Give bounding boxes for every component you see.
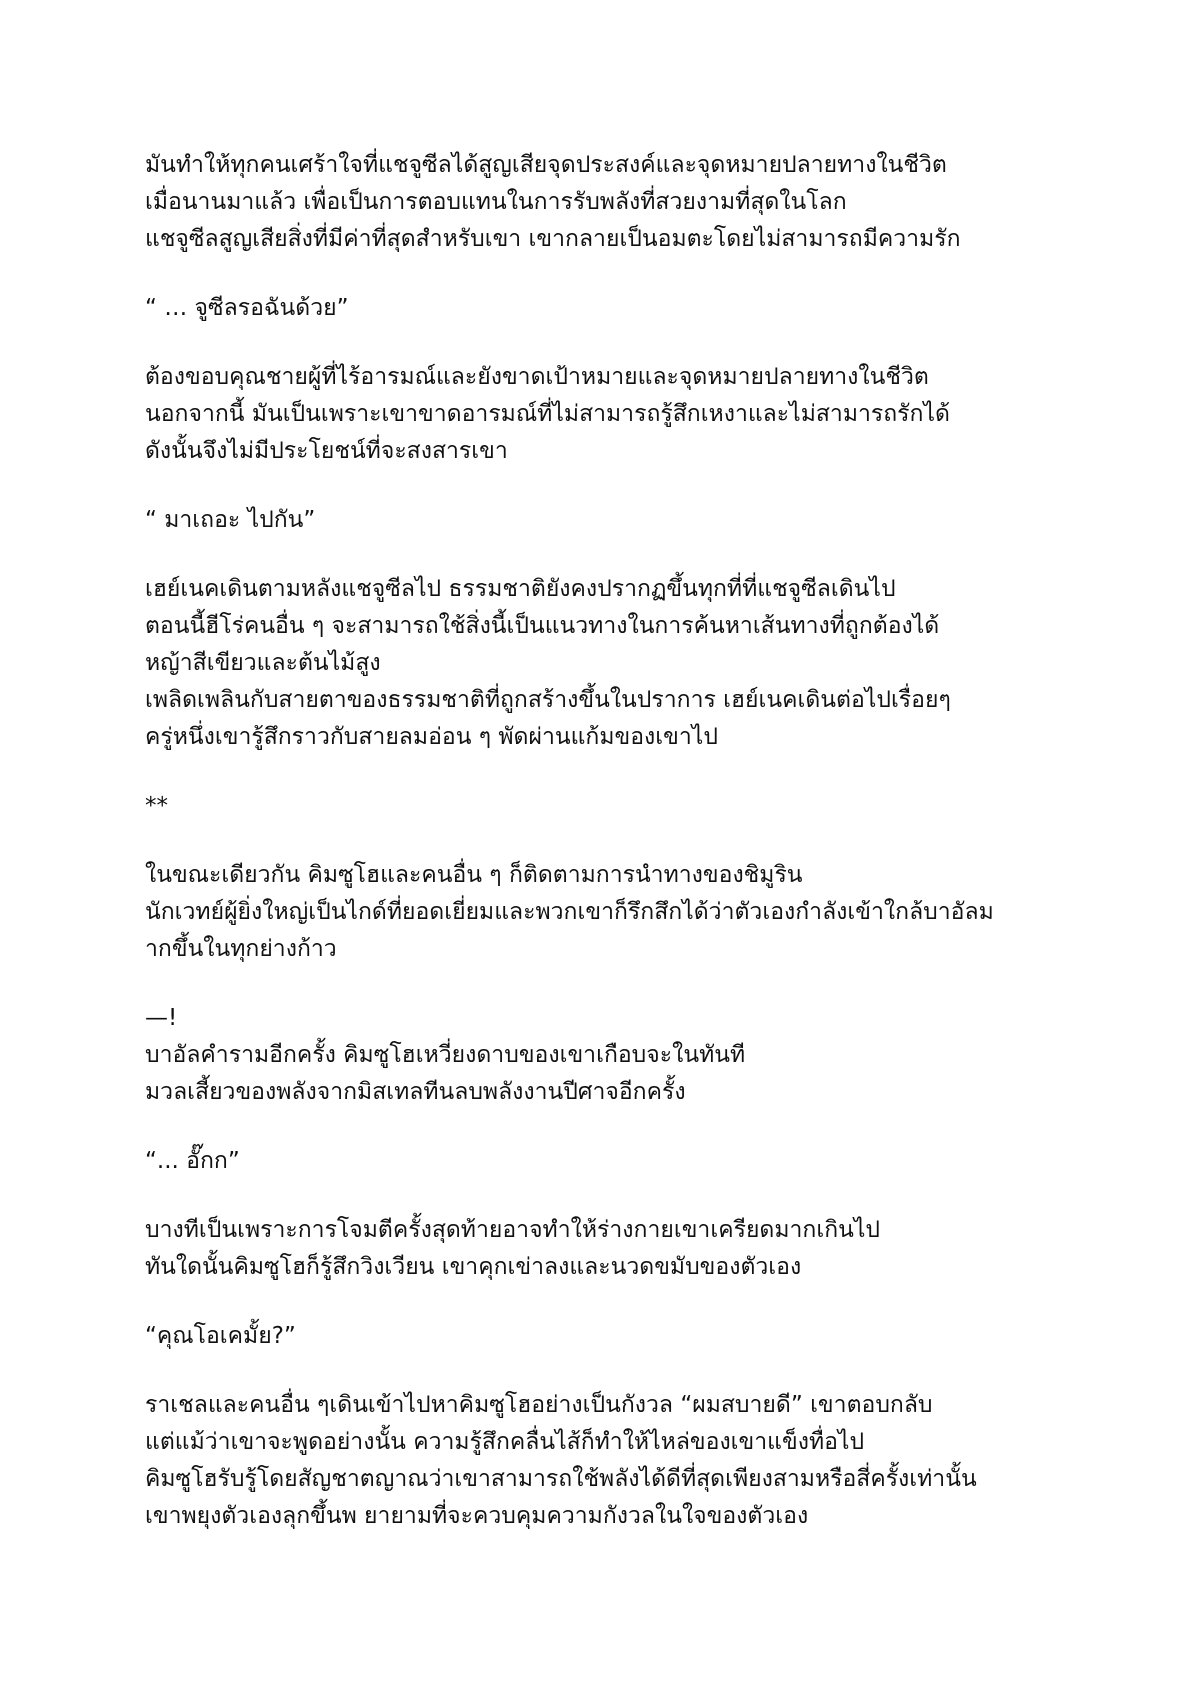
paragraph bbox=[145, 857, 1065, 968]
text-line: เมื่อนานมาแล้ว เพื่อเป็นการตอบแทนในการรับพลังที่สวยงามที่สุดในโลก bbox=[145, 189, 847, 215]
text-line: คิมซูโฮรับรู้โดยสัญชาตญาณว่าเขาสามารถใช้พลังได้ดีที่สุดเพียงสามหรือสี่ครั้งเท่านั้น bbox=[145, 1466, 977, 1492]
text-line: เขาพยุงตัวเองลุกขึ้นพ ยายามที่จะควบคุมความกังวลในใจของตัวเอง bbox=[145, 1503, 809, 1529]
text-line: “ มาเถอะ ไปกัน” bbox=[145, 507, 316, 533]
paragraph bbox=[145, 1387, 1065, 1535]
text-line: เฮย์เนคเดินตามหลังแชจูซีลไป ธรรมชาติยังคงปรากฏขึ้นทุกที่ที่แชจูซีลเดินไป bbox=[145, 576, 896, 602]
dialogue-paragraph bbox=[145, 1318, 1065, 1355]
text-line: ตอนนี้ฮีโร่คนอื่น ๆ จะสามารถใช้สิ่งนี้เป็นแนวทางในการค้นหาเส้นทางที่ถูกต้องได้ bbox=[145, 613, 940, 639]
text-line: ดังนั้นจึงไม่มีประโยชน์ที่จะสงสารเขา bbox=[145, 438, 508, 464]
text-line: ต้องขอบคุณชายผู้ที่ไร้อารมณ์และยังขาดเป้าหมายและจุดหมายปลายทางในชีวิต bbox=[145, 364, 929, 390]
text-line: บางทีเป็นเพราะการโจมตีครั้งสุดท้ายอาจทำให้ร่างกายเขาเครียดมากเกินไป bbox=[145, 1217, 881, 1243]
text-line: “ … จูซีลรอฉันด้วย” bbox=[145, 295, 349, 321]
paragraph bbox=[145, 359, 1065, 470]
text-line: หญ้าสีเขียวและต้นไม้สูง bbox=[145, 650, 381, 676]
text-line: บาอัลคำรามอีกครั้ง คิมซูโฮเหวี่ยงดาบของเขาเกือบจะในทันที bbox=[145, 1042, 746, 1068]
text-line: —! bbox=[145, 1005, 178, 1031]
text-line: ทันใดนั้นคิมซูโฮก็รู้สึกวิงเวียน เขาคุกเข่าลงและนวดขมับของตัวเอง bbox=[145, 1254, 802, 1280]
text-line: ราเชลและคนอื่น ๆเดินเข้าไปหาคิมซูโฮอย่างเป็นกังวล “ผมสบายดี” เขาตอบกลับ bbox=[145, 1392, 933, 1418]
paragraph bbox=[145, 1212, 1065, 1286]
text-line: ากขึ้นในทุกย่างก้าว bbox=[145, 936, 337, 962]
text-line: มันทำให้ทุกคนเศร้าใจที่แชจูซีลได้สูญเสียจุดประสงค์และจุดหมายปลายทางในชีวิต bbox=[145, 152, 947, 178]
text-line: แต่แม้ว่าเขาจะพูดอย่างนั้น ความรู้สึกคลื่นไส้ก็ทำให้ไหล่ของเขาแข็งทื่อไป bbox=[145, 1429, 865, 1455]
text-line: ในขณะเดียวกัน คิมซูโฮและคนอื่น ๆ ก็ติดตามการนำทางของชิมูริน bbox=[145, 862, 803, 888]
dialogue-paragraph bbox=[145, 502, 1065, 539]
paragraph bbox=[145, 1000, 1065, 1111]
document-body bbox=[145, 147, 1065, 1567]
text-line: ครู่หนึ่งเขารู้สึกราวกับสายลมอ่อน ๆ พัดผ่านแก้มของเขาไป bbox=[145, 724, 718, 750]
text-line: “คุณโอเคมั้ย?” bbox=[145, 1323, 296, 1349]
paragraph bbox=[145, 147, 1065, 258]
text-line: แชจูซีลสูญเสียสิ่งที่มีค่าที่สุดสำหรับเขา เขากลายเป็นอมตะโดยไม่สามารถมีความรัก bbox=[145, 226, 961, 252]
text-line: “... อั๊กก” bbox=[145, 1148, 240, 1174]
text-line: นักเวทย์ผู้ยิ่งใหญ่เป็นไกด์ที่ยอดเยี่ยมและพวกเขาก็รึกสึกได้ว่าตัวเองกำลังเข้าใกล้บาอัลม bbox=[145, 899, 994, 925]
dialogue-paragraph bbox=[145, 290, 1065, 327]
dialogue-paragraph bbox=[145, 1143, 1065, 1180]
text-line: ** bbox=[145, 793, 168, 819]
text-line: เพลิดเพลินกับสายตาของธรรมชาติที่ถูกสร้างขึ้นในปราการ เฮย์เนคเดินต่อไปเรื่อยๆ bbox=[145, 687, 951, 713]
scene-break bbox=[145, 788, 1065, 825]
text-line: นอกจากนี้ มันเป็นเพราะเขาขาดอารมณ์ที่ไม่สามารถรู้สึกเหงาและไม่สามารถรักได้ bbox=[145, 401, 950, 427]
text-line: มวลเสี้ยวของพลังจากมิสเทลทีนลบพลังงานปีศาจอีกครั้ง bbox=[145, 1079, 686, 1105]
paragraph bbox=[145, 571, 1065, 756]
